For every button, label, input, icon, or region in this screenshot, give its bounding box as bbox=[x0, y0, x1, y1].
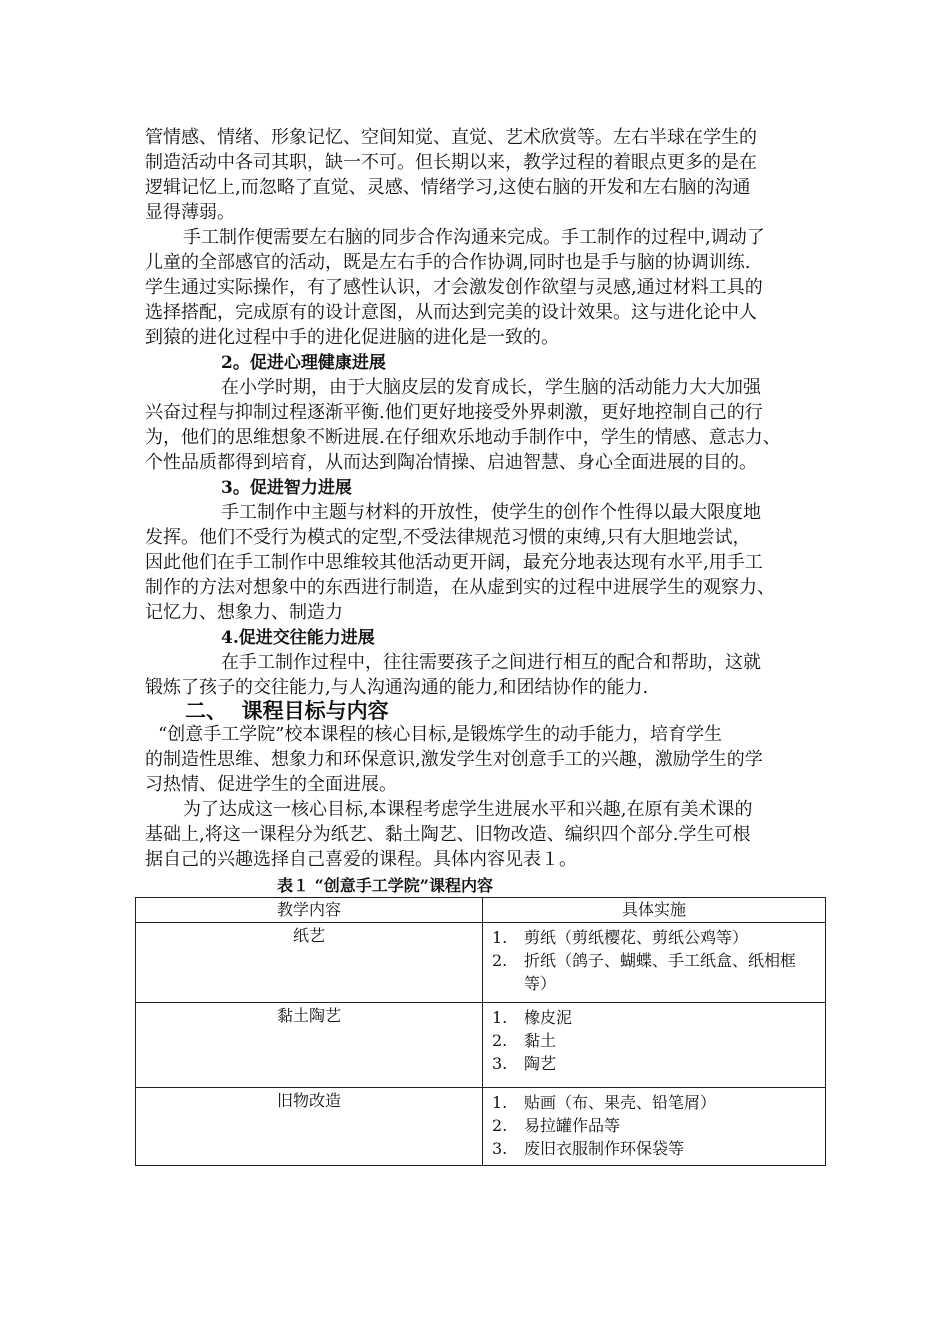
subheading: 2。促进心理健康进展 bbox=[221, 353, 386, 373]
item-number: 1. bbox=[492, 928, 508, 947]
item-number: 1. bbox=[492, 1093, 508, 1112]
items-list bbox=[484, 1004, 824, 1079]
body-line: 的制造性思维、想象力和环保意识,激发学生对创意手工的兴趣，激励学生的学 bbox=[145, 749, 763, 770]
item-text: 折纸（鸽子、蝴蝶、手工纸盒、纸相框等） bbox=[524, 951, 797, 993]
course-content-table bbox=[135, 897, 826, 1166]
list-item bbox=[492, 926, 818, 949]
body-line: 选择搭配，完成原有的设计意图，从而达到完美的设计效果。这与进化论中人 bbox=[145, 302, 757, 323]
body-line: 手工制作便需要左右脑的同步合作沟通来完成。手工制作的过程中,调动了 bbox=[183, 227, 765, 248]
item-number: 3. bbox=[492, 1054, 508, 1073]
item-text: 贴画（布、果壳、铅笔屑） bbox=[524, 1093, 717, 1112]
item-number: 2. bbox=[492, 1031, 508, 1050]
body-line: 基础上,将这一课程分为纸艺、黏土陶艺、旧物改造、编织四个部分.学生可根 bbox=[145, 824, 751, 845]
category-cell: 黏土陶艺 bbox=[136, 1003, 483, 1088]
item-text: 橡皮泥 bbox=[524, 1008, 573, 1027]
table-row bbox=[136, 923, 826, 1003]
body-line: 在小学时期，由于大脑皮层的发育成长，学生脑的活动能力大大加强 bbox=[221, 377, 761, 398]
items-list bbox=[484, 924, 824, 999]
body-line: 制造活动中各司其职，缺一不可。但长期以来，教学过程的着眼点更多的是在 bbox=[145, 152, 757, 173]
list-item bbox=[492, 1006, 818, 1029]
body-line: 逻辑记忆上,而忽略了直觉、灵感、情绪学习,这使右脑的开发和左右脑的沟通 bbox=[145, 177, 751, 198]
body-line: 为了达成这一核心目标,本课程考虑学生进展水平和兴趣,在原有美术课的 bbox=[183, 799, 753, 820]
item-number: 2. bbox=[492, 951, 508, 970]
body-line: 因此他们在手工制作中思维较其他活动更开阔，最充分地表达现有水平,用手工 bbox=[145, 552, 763, 573]
table-row bbox=[136, 1003, 826, 1088]
item-number: 1. bbox=[492, 1008, 508, 1027]
items-cell bbox=[483, 1003, 826, 1088]
table-header-row bbox=[136, 898, 826, 923]
list-item bbox=[492, 1114, 818, 1137]
body-line: 手工制作中主题与材料的开放性，使学生的创作个性得以最大限度地 bbox=[221, 502, 761, 523]
list-item bbox=[492, 1137, 818, 1160]
subheading: 3。促进智力进展 bbox=[221, 478, 352, 498]
category-cell: 旧物改造 bbox=[136, 1088, 483, 1166]
list-item bbox=[492, 1091, 818, 1114]
body-line: 在手工制作过程中，往往需要孩子之间进行相互的配合和帮助，这就 bbox=[221, 652, 761, 673]
body-line: 据自己的兴趣选择自己喜爱的课程。具体内容见表１。 bbox=[145, 849, 577, 870]
table-row bbox=[136, 1088, 826, 1166]
list-item bbox=[492, 1029, 818, 1052]
list-item bbox=[492, 949, 818, 995]
body-line: 学生通过实际操作，有了感性认识，才会激发创作欲望与灵感,通过材料工具的 bbox=[145, 277, 763, 298]
body-line: “创意手工学院”校本课程的核心目标,是锻炼学生的动手能力，培育学生 bbox=[158, 724, 723, 745]
item-number: 2. bbox=[492, 1116, 508, 1135]
body-line: 儿童的全部感官的活动，既是左右手的合作协调,同时也是手与脑的协调训练. bbox=[145, 252, 751, 273]
table-caption: 表１ “创意手工学院”课程内容 bbox=[277, 876, 493, 895]
item-text: 剪纸（剪纸樱花、剪纸公鸡等） bbox=[524, 928, 749, 947]
header-implementation: 具体实施 bbox=[483, 898, 826, 923]
body-line: 发挥。他们不受行为模式的定型,不受法律规范习惯的束缚,只有大胆地尝试， bbox=[145, 527, 751, 548]
item-text: 陶艺 bbox=[524, 1054, 557, 1073]
items-cell bbox=[483, 923, 826, 1003]
body-line: 制作的方法对想象中的东西进行制造，在从虚到实的过程中进展学生的观察力、 bbox=[145, 577, 775, 598]
category-cell: 纸艺 bbox=[136, 923, 483, 1003]
item-number: 3. bbox=[492, 1139, 508, 1158]
item-text: 易拉罐作品等 bbox=[524, 1116, 621, 1135]
body-line: 记忆力、想象力、制造力 bbox=[145, 602, 343, 623]
body-line: 锻炼了孩子的交往能力,与人沟通沟通的能力,和团结协作的能力. bbox=[145, 677, 649, 698]
body-line: 显得薄弱。 bbox=[145, 202, 235, 223]
items-list bbox=[484, 1089, 824, 1164]
body-line: 为，他们的思维想象不断进展.在仔细欢乐地动手制作中，学生的情感、意志力、 bbox=[145, 427, 781, 448]
body-line: 个性品质都得到培育，从而达到陶冶情操、启迪智慧、身心全面进展的目的。 bbox=[145, 452, 757, 473]
subheading: 4.促进交往能力进展 bbox=[221, 628, 375, 648]
body-line: 兴奋过程与抑制过程逐渐平衡.他们更好地接受外界刺激，更好地控制自己的行 bbox=[145, 402, 763, 423]
items-cell bbox=[483, 1088, 826, 1166]
list-item bbox=[492, 1052, 818, 1075]
body-line: 管情感、情绪、形象记忆、空间知觉、直觉、艺术欣赏等。左右半球在学生的 bbox=[145, 127, 757, 148]
header-teaching-content: 教学内容 bbox=[136, 898, 483, 923]
item-text: 黏土 bbox=[524, 1031, 557, 1050]
section-heading: 二、 课程目标与内容 bbox=[185, 698, 389, 723]
item-text: 废旧衣服制作环保袋等 bbox=[524, 1139, 685, 1158]
body-line: 习热情、促进学生的全面进展。 bbox=[145, 774, 397, 795]
body-line: 到猿的进化过程中手的进化促进脑的进化是一致的。 bbox=[145, 327, 559, 348]
